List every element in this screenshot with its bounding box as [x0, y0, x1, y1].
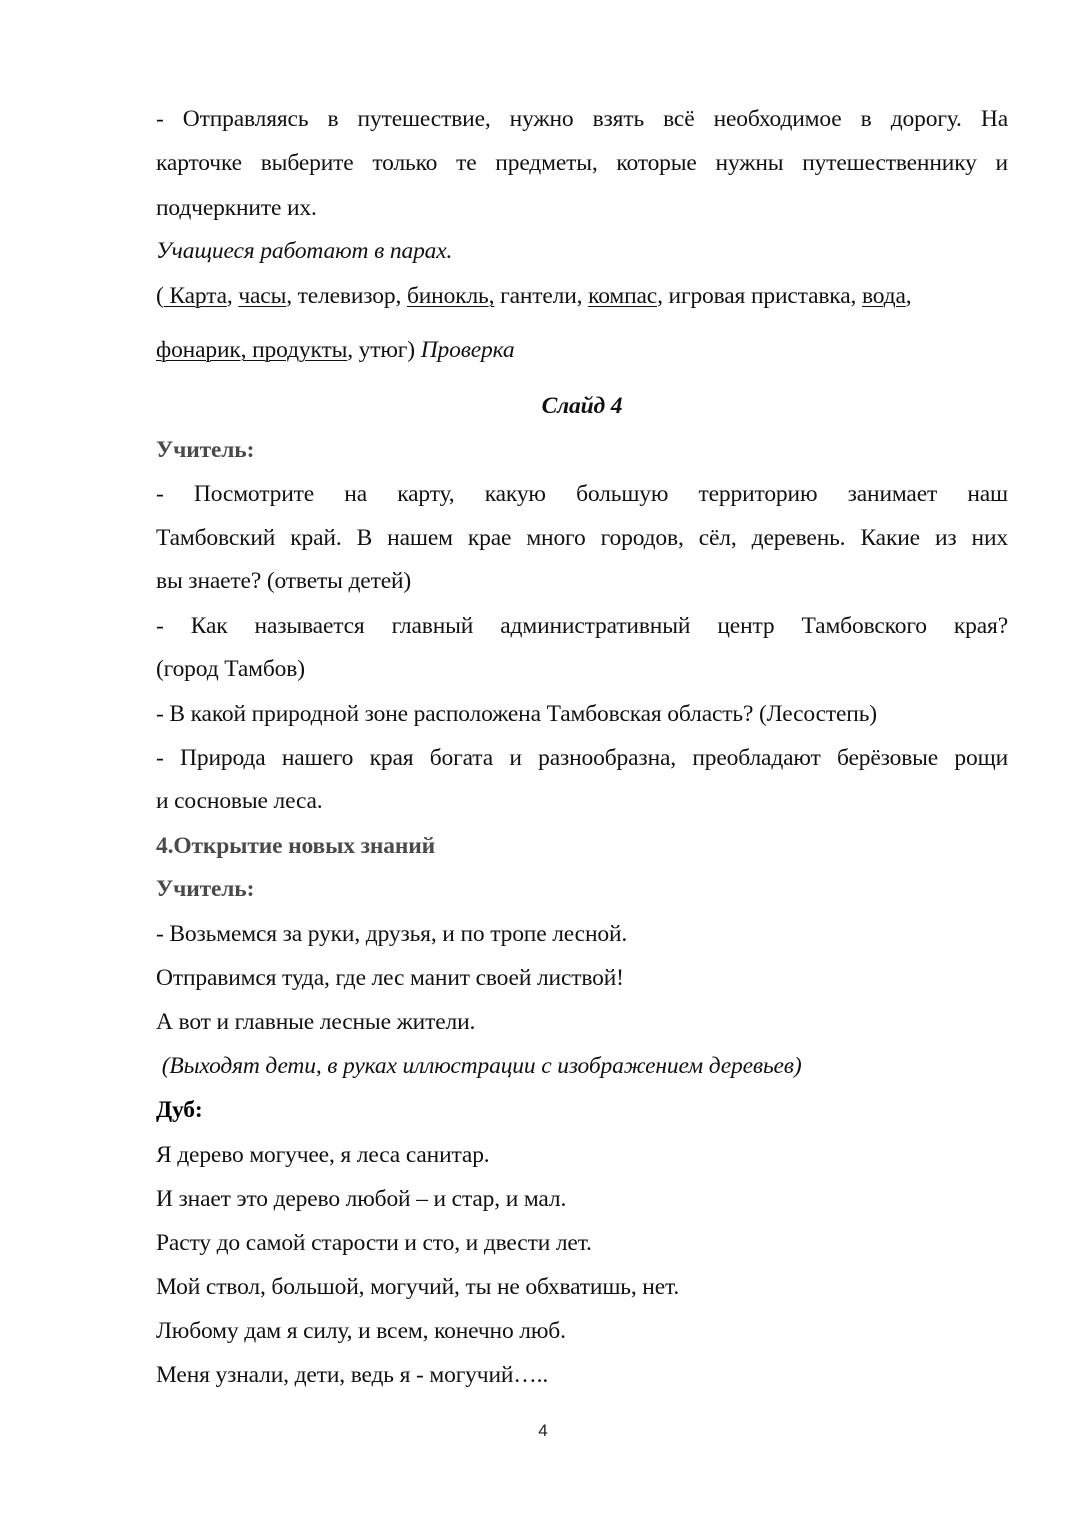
- teacher-line-2: Тамбовский край. В нашем крае много городов, сёл, деревень. Какие из них: [156, 525, 1008, 551]
- oak-line-1: Я дерево могучее, я леса санитар.: [156, 1142, 490, 1168]
- section-line-1: - Возьмемся за руки, друзья, и по тропе лесной.: [156, 921, 628, 947]
- page-number: 4: [538, 1421, 548, 1440]
- section-line-2: Отправимся туда, где лес манит своей листвой!: [156, 965, 624, 991]
- check-label: Проверка: [420, 337, 515, 363]
- teacher-line-7: - Природа нашего края богата и разнообразна, преобладают берёзовые рощи: [156, 745, 1008, 771]
- underlined-item: бинокль,: [406, 283, 495, 309]
- oak-line-4: Мой ствол, большой, могучий, ты не обхватишь, нет.: [156, 1274, 680, 1300]
- section-heading: 4.Открытие новых знаний: [156, 833, 436, 859]
- underlined-item: фонарик,: [156, 337, 247, 363]
- section-line-3: А вот и главные лесные жители.: [156, 1009, 476, 1035]
- item-text: , телевизор,: [286, 283, 407, 309]
- teacher-line-3: вы знаете? (ответы детей): [156, 568, 412, 594]
- oak-line-3: Расту до самой старости и сто, и двести лет.: [156, 1230, 592, 1256]
- item-text: ,: [905, 283, 912, 309]
- underlined-item: Карта: [163, 283, 227, 309]
- slide-title: Слайд 4: [541, 393, 623, 419]
- intro-line-3: подчеркните их.: [156, 195, 317, 221]
- intro-line-1: - Отправляясь в путешествие, нужно взять всё необходимое в дорогу. На: [156, 106, 1008, 132]
- stage-direction: (Выходят дети, в руках иллюстрации с изображением деревьев): [156, 1053, 802, 1079]
- teacher-line-8: и сосновые леса.: [156, 788, 323, 814]
- oak-speaker: Дуб:: [156, 1097, 203, 1123]
- item-text: ,: [226, 283, 239, 309]
- open-paren: (: [156, 283, 164, 309]
- oak-line-2: И знает это дерево любой – и стар, и мал.: [156, 1186, 567, 1212]
- teacher-line-5: (город Тамбов): [156, 656, 305, 682]
- oak-line-6: Меня узнали, дети, ведь я - могучий…..: [156, 1362, 549, 1388]
- teacher-line-6: - В какой природной зоне расположена Тамбовская область? (Лесостепь): [156, 701, 877, 727]
- items-list-line-2: [156, 335, 1008, 365]
- oak-line-5: Любому дам я силу, и всем, конечно люб.: [156, 1318, 566, 1344]
- pairs-note: Учащиеся работают в парах.: [156, 238, 453, 264]
- intro-line-2: карточке выберите только те предметы, которые нужны путешественнику и: [156, 150, 1008, 176]
- item-text: гантели,: [494, 283, 589, 309]
- underlined-item: компас: [588, 283, 658, 309]
- item-text: , игровая приставка,: [657, 283, 862, 309]
- item-text: , утюг): [347, 337, 415, 363]
- teacher-speaker-2: Учитель:: [156, 876, 255, 902]
- teacher-speaker-1: Учитель:: [156, 437, 255, 463]
- underlined-item: часы: [238, 283, 287, 309]
- underlined-item: продукты: [246, 337, 348, 363]
- teacher-line-4: - Как называется главный административный центр Тамбовского края?: [156, 613, 1008, 639]
- underlined-item: вода: [861, 283, 906, 309]
- items-list-line-1: [156, 281, 1008, 311]
- teacher-line-1: - Посмотрите на карту, какую большую территорию занимает наш: [156, 481, 1008, 507]
